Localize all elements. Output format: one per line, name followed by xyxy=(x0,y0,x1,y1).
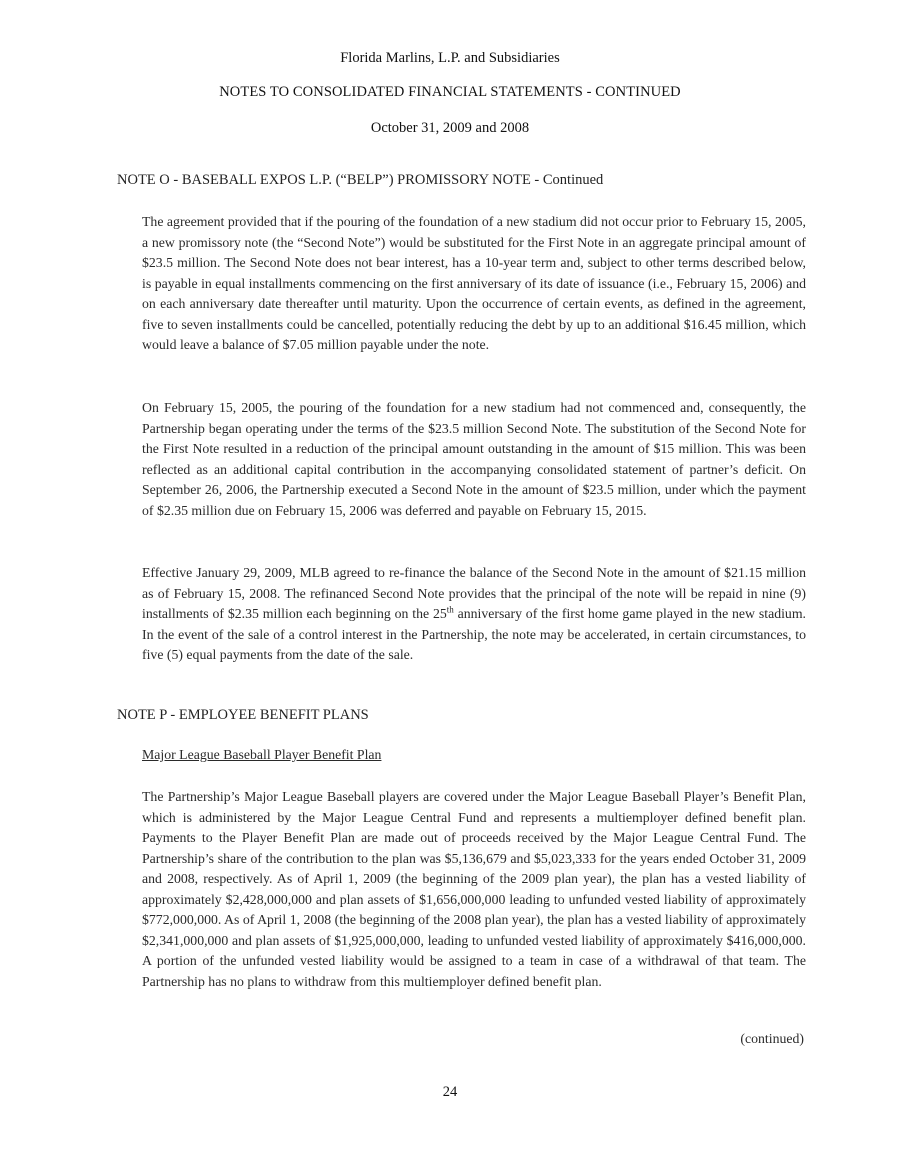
section-title: NOTES TO CONSOLIDATED FINANCIAL STATEMENTS - CONTINUED xyxy=(219,84,681,100)
note-o-paragraph-2: On February 15, 2005, the pouring of the foundation for a new stadium had not commenced and, consequently, the Partnership began operating under the terms of the $23.5 million Second Note. The substitution of the Second Note for the First Note resulted in a reduction of the principal amount outstanding in the amount of $15 million. This was been reflected as an additional capital contribution in the accompanying consolidated statement of partner’s deficit. On September 26, 2006, the Partnership executed a Second Note in the amount of $23.5 million, under which the payment of $2.35 million due on February 15, 2006 was deferred and payable on February 15, 2015. xyxy=(142,400,806,518)
ordinal-superscript: th xyxy=(446,604,454,615)
page-number: 24 xyxy=(442,1084,458,1100)
continued-label: (continued) xyxy=(740,1031,804,1046)
plan-subheading: Major League Baseball Player Benefit Plan xyxy=(142,747,382,762)
company-name: Florida Marlins, L.P. and Subsidiaries xyxy=(340,50,560,66)
note-o-paragraph-1: The agreement provided that if the pouring of the foundation of a new stadium did not occur prior to February 15, 2005, a new promissory note (the “Second Note”) would be substituted for the First Note in an aggregate principal amount of $23.5 million. The Second Note does not bear interest, has a 10-year term and, subject to other terms described below, is payable in equal installments commencing on the first anniversary of its date of issuance (i.e., February 15, 2006) and on each anniversary date thereafter until maturity. Upon the occurrence of certain events, as defined in the agreement, five to seven installments could be cancelled, potentially reducing the debt by up to an additional $16.45 million, which would leave a balance of $7.05 million payable under the note. xyxy=(142,214,806,352)
note-p-heading: NOTE P - EMPLOYEE BENEFIT PLANS xyxy=(117,707,369,723)
statement-date: October 31, 2009 and 2008 xyxy=(370,120,530,136)
note-o-paragraph-3-text-b: anniversary of the first home game played in the new stadium. In the event of the sale of a control interest in the Partnership, the note may be accelerated, in certain circumstances, to five (5) equal payments from the date of the sale. xyxy=(142,606,807,662)
note-p-paragraph-1: The Partnership’s Major League Baseball players are covered under the Major League Baseball Player’s Benefit Plan, which is administered by the Major League Central Fund and represents a multiemployer defined benefit plan. Payments to the Player Benefit Plan are made out of proceeds received by the Major League Central Fund. The Partnership’s share of the contribution to the plan was $5,136,679 and $5,023,333 for the years ended October 31, 2009 and 2008, respectively. As of April 1, 2009 (the beginning of the 2009 plan year), the plan has a vested liability of approximately $2,428,000,000 and plan assets of $1,656,000,000 leading to unfunded vested liability of approximately $772,000,000. As of April 1, 2008 (the beginning of the 2008 plan year), the plan has a vested liability of approximately $2,341,000,000 and plan assets of $1,925,000,000, leading to unfunded vested liability of approximately $416,000,000. A portion of the unfunded vested liability would be assigned to a team in case of a withdrawal of that team. The Partnership has no plans to withdraw from this multiemployer defined benefit plan. xyxy=(142,789,806,989)
note-o-heading: NOTE O - BASEBALL EXPOS L.P. (“BELP”) PROMISSORY NOTE - Continued xyxy=(117,172,604,188)
note-o-paragraph-3 xyxy=(142,563,806,666)
note-o-paragraph-3-text-a: Effective January 29, 2009, MLB agreed to re-finance the balance of the Second Note in the amount of $21.15 million as of February 15, 2008. The refinanced Second Note provides that the principal of the note will be repaid in nine (9) installments of $2.35 million each beginning on the 25 xyxy=(142,565,806,621)
